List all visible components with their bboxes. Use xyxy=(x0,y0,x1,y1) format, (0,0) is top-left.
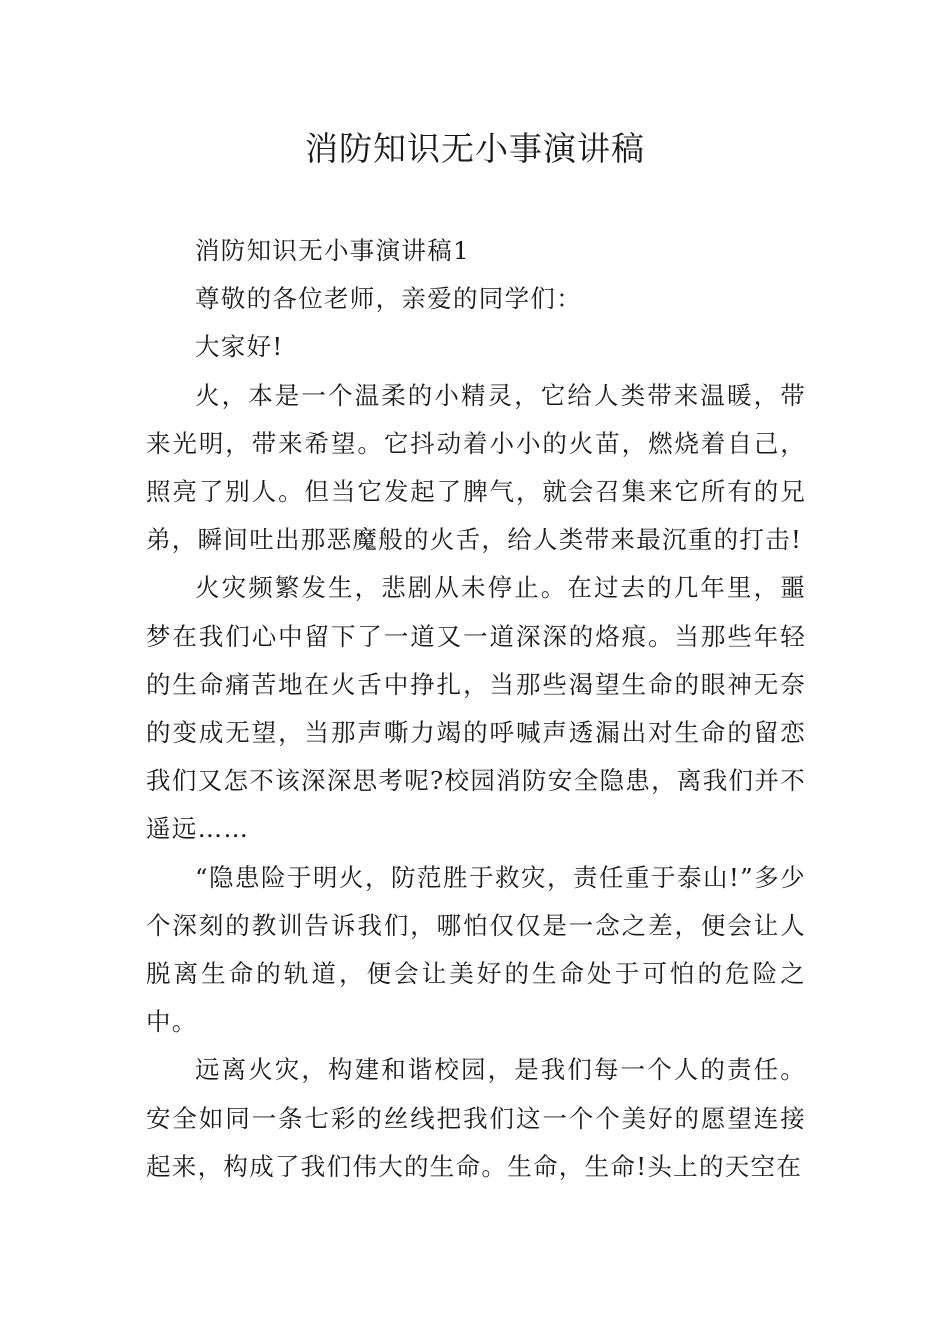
document-title: 消防知识无小事演讲稿 xyxy=(305,129,645,168)
paragraph-greeting: 大家好! xyxy=(195,332,284,362)
paragraph-salutation: 尊敬的各位老师，亲爱的同学们： xyxy=(195,284,582,314)
paragraph-responsibility: 远离火灾，构建和谐校园，是我们每一个人的责任。安全如同一条七彩的丝线把我们这一个个美好的愿望连接起来，构成了我们伟大的生命。生命，生命!头上的天空在 xyxy=(146,1055,806,1181)
paragraph-fire-disasters: 火灾频繁发生，悲剧从未停止。在过去的几年里，噩梦在我们心中留下了一道又一道深深的烙痕。当那些年轻的生命痛苦地在火舌中挣扎，当那些渴望生命的眼神无奈的变成无望，当那声嘶力竭的呼喊声透漏出对生命的留恋我们又怎不该深深思考呢?校园消防安全隐患，离我们并不遥远…… xyxy=(146,573,806,844)
paragraph-fire-spirit: 火，本是一个温柔的小精灵，它给人类带来温暖，带来光明，带来希望。它抖动着小小的火苗，燃烧着自己，照亮了别人。但当它发起了脾气，就会召集来它所有的兄弟，瞬间吐出那恶魔般的火舌，给人类带来最沉重的打击! xyxy=(146,380,806,555)
paragraph-quote: “隐患险于明火，防范胜于救灾，责任重于泰山!”多少个深刻的教训告诉我们，哪怕仅仅是一念之差，便会让人脱离生命的轨道，便会让美好的生命处于可怕的危险之中。 xyxy=(146,862,806,1037)
paragraph-subtitle: 消防知识无小事演讲稿1 xyxy=(195,236,470,265)
document-body xyxy=(146,227,806,1191)
